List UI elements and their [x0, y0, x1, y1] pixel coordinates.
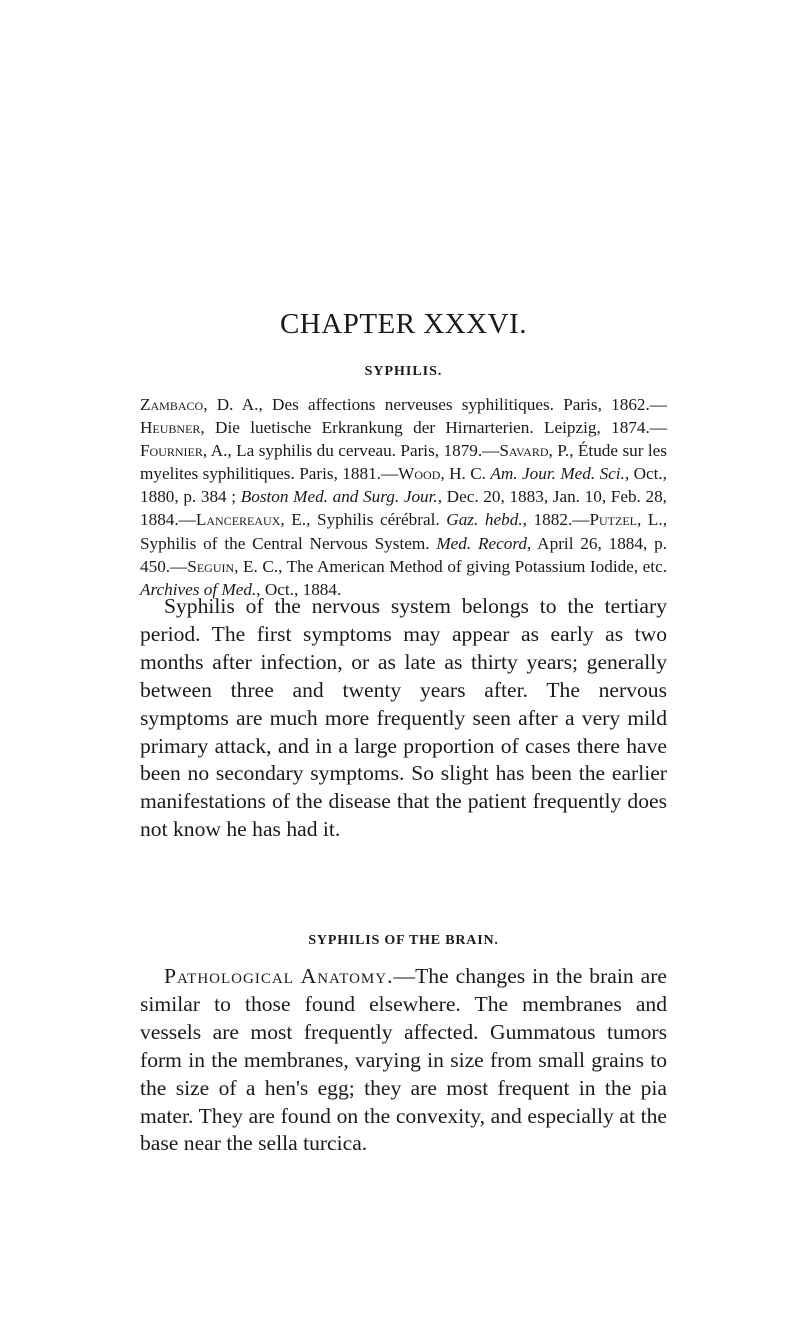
ref-author: Lancereaux [195, 510, 281, 530]
ref-text: , Oct., 1880, p. 384 ; [140, 464, 667, 507]
chapter-title: CHAPTER XXXVI. [279, 308, 528, 340]
ref-text: , E., Syphilis cérébral. [280, 510, 447, 530]
ref-author: Fournier [140, 441, 203, 461]
ref-journal: Gaz. hebd. [446, 510, 523, 530]
ref-text: , Die luetische Erkrankung der Hirnarterien. Leipzig, 1874.— [200, 418, 667, 438]
ref-author: Putzel [589, 510, 637, 530]
ref-journal: Archives of Med. [140, 579, 257, 599]
intro-paragraph: Syphilis of the nervous system belongs to the tertiary period. The first symptoms may appear as early as two months after infection, or as late as thirty years; generally between three and twenty years after. The nervous symptoms are much more frequently seen after a very mild primary attack, and in a large proportion of cases there have been no secondary symptoms. So slight has been the earlier manifestations of the disease that the patient frequently does not know he has had it. [140, 594, 667, 842]
ref-text: , Oct., 1884. [256, 579, 342, 599]
paragraph-lead: Pathological Anatomy. [164, 964, 394, 988]
ref-text: , 1882.— [522, 510, 590, 530]
ref-journal: Boston Med. and Surg. Jour. [240, 487, 438, 507]
ref-author: Savard [499, 441, 549, 461]
pathological-anatomy-paragraph [140, 963, 667, 1158]
paragraph-text: —The changes in the brain are similar to those found elsewhere. The membranes and vessels are most frequently affected. Gummatous tumors form in the membranes, varying in size from small grains to the size of a hen's egg; they are most frequent in the pia mater. They are found on the convexity, and especially at the base near the sella turcica. [140, 964, 667, 1156]
ref-journal: Am. Jour. Med. Sci. [490, 464, 625, 484]
ref-author: Zambaco [140, 395, 204, 414]
ref-text: , H. C. [440, 464, 491, 484]
ref-journal: Med. Record [436, 533, 528, 553]
ref-text: , E. C., The American Method of giving Potassium Iodide, etc. [234, 556, 667, 576]
ref-author: Wood [398, 464, 441, 484]
ref-author: Heubner [140, 418, 201, 438]
ref-text: , D. A., Des affections nerveuses syphilitiques. Paris, 1862.— [203, 395, 667, 414]
ref-text: , April 26, 1884, p. 450.— [140, 533, 667, 576]
ref-text: , P., Étude sur les myelites syphilitiques. Paris, 1881.— [140, 441, 667, 484]
ref-text: , A., La syphilis du cerveau. Paris, 1879.— [202, 441, 500, 461]
section-title: SYPHILIS. [364, 364, 443, 379]
ref-text: , Dec. 20, 1883, Jan. 10, Feb. 28, 1884.— [140, 487, 667, 530]
subsection-title: SYPHILIS OF THE BRAIN. [308, 933, 499, 948]
bibliography-references [140, 393, 667, 601]
ref-text: , L., Syphilis of the Central Nervous System. [140, 510, 668, 553]
ref-author: Seguin [187, 556, 235, 576]
